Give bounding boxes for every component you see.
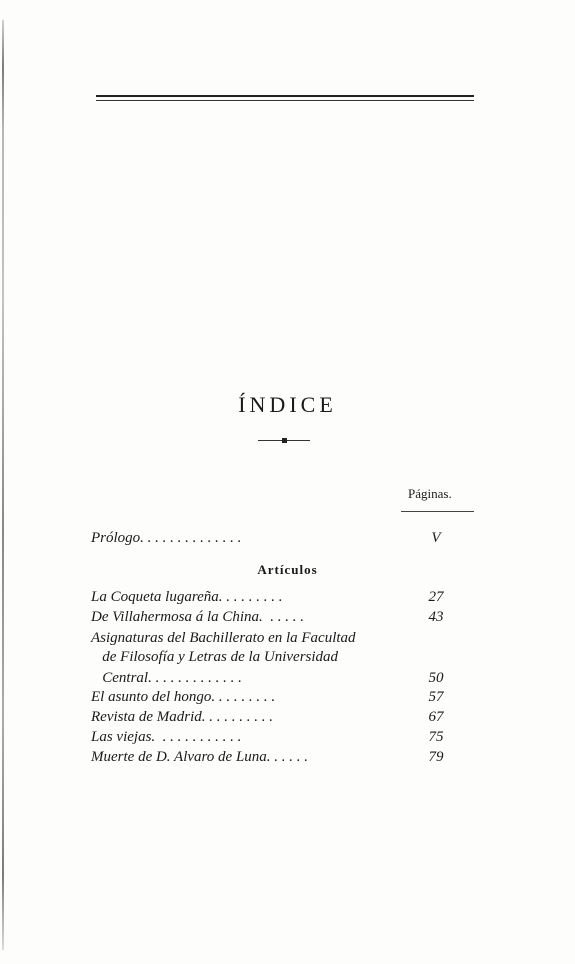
toc-entry-text: Revista de Madrid. . . . . . . . . . xyxy=(91,709,274,725)
toc-entry-text: La Coqueta lugareña. . . . . . . . . xyxy=(91,589,283,605)
section-title: Artículos xyxy=(257,562,318,577)
toc-entry-page: 57 xyxy=(428,689,444,705)
toc-entry xyxy=(91,746,451,768)
toc-entry-text: Muerte de D. Alvaro de Luna. . . . . . xyxy=(91,749,309,765)
toc-entry xyxy=(91,646,451,668)
pages-header-rule xyxy=(401,511,474,512)
toc-entry-text: Central. . . . . . . . . . . . . xyxy=(91,670,242,686)
toc-entry-text: Las viejas. . . . . . . . . . . . xyxy=(91,729,242,745)
toc-entry-text: de Filosofía y Letras de la Universidad xyxy=(91,649,339,665)
toc-entry-text: Asignaturas del Bachillerato en la Facultad xyxy=(91,630,356,646)
toc-entry-text: Prólogo. . . . . . . . . . . . . . xyxy=(91,530,242,546)
page-title: ÍNDICE xyxy=(238,392,337,417)
page-edge xyxy=(2,20,4,950)
toc-entry xyxy=(91,726,451,748)
header-double-rule xyxy=(96,95,474,103)
toc-entry-page: 43 xyxy=(428,609,444,625)
toc-entry-page: 27 xyxy=(428,589,444,605)
toc-entry-page: 79 xyxy=(428,749,444,765)
toc-entry xyxy=(91,706,451,728)
toc-entry xyxy=(91,586,451,608)
toc-entry-page: 50 xyxy=(428,670,444,686)
ornament-divider xyxy=(258,438,310,444)
pages-column-header: Páginas. xyxy=(408,486,452,501)
toc-entry-page: 75 xyxy=(428,729,444,745)
toc-entry-prologue xyxy=(91,527,451,549)
toc-entry-page: 67 xyxy=(428,709,444,725)
toc-entry xyxy=(91,606,451,628)
toc-entry xyxy=(91,686,451,708)
toc-entry-text: El asunto del hongo. . . . . . . . . xyxy=(91,689,276,705)
toc-entry-page: V xyxy=(431,530,441,546)
toc-entry-text: De Villahermosa á la China. . . . . . xyxy=(91,609,305,625)
